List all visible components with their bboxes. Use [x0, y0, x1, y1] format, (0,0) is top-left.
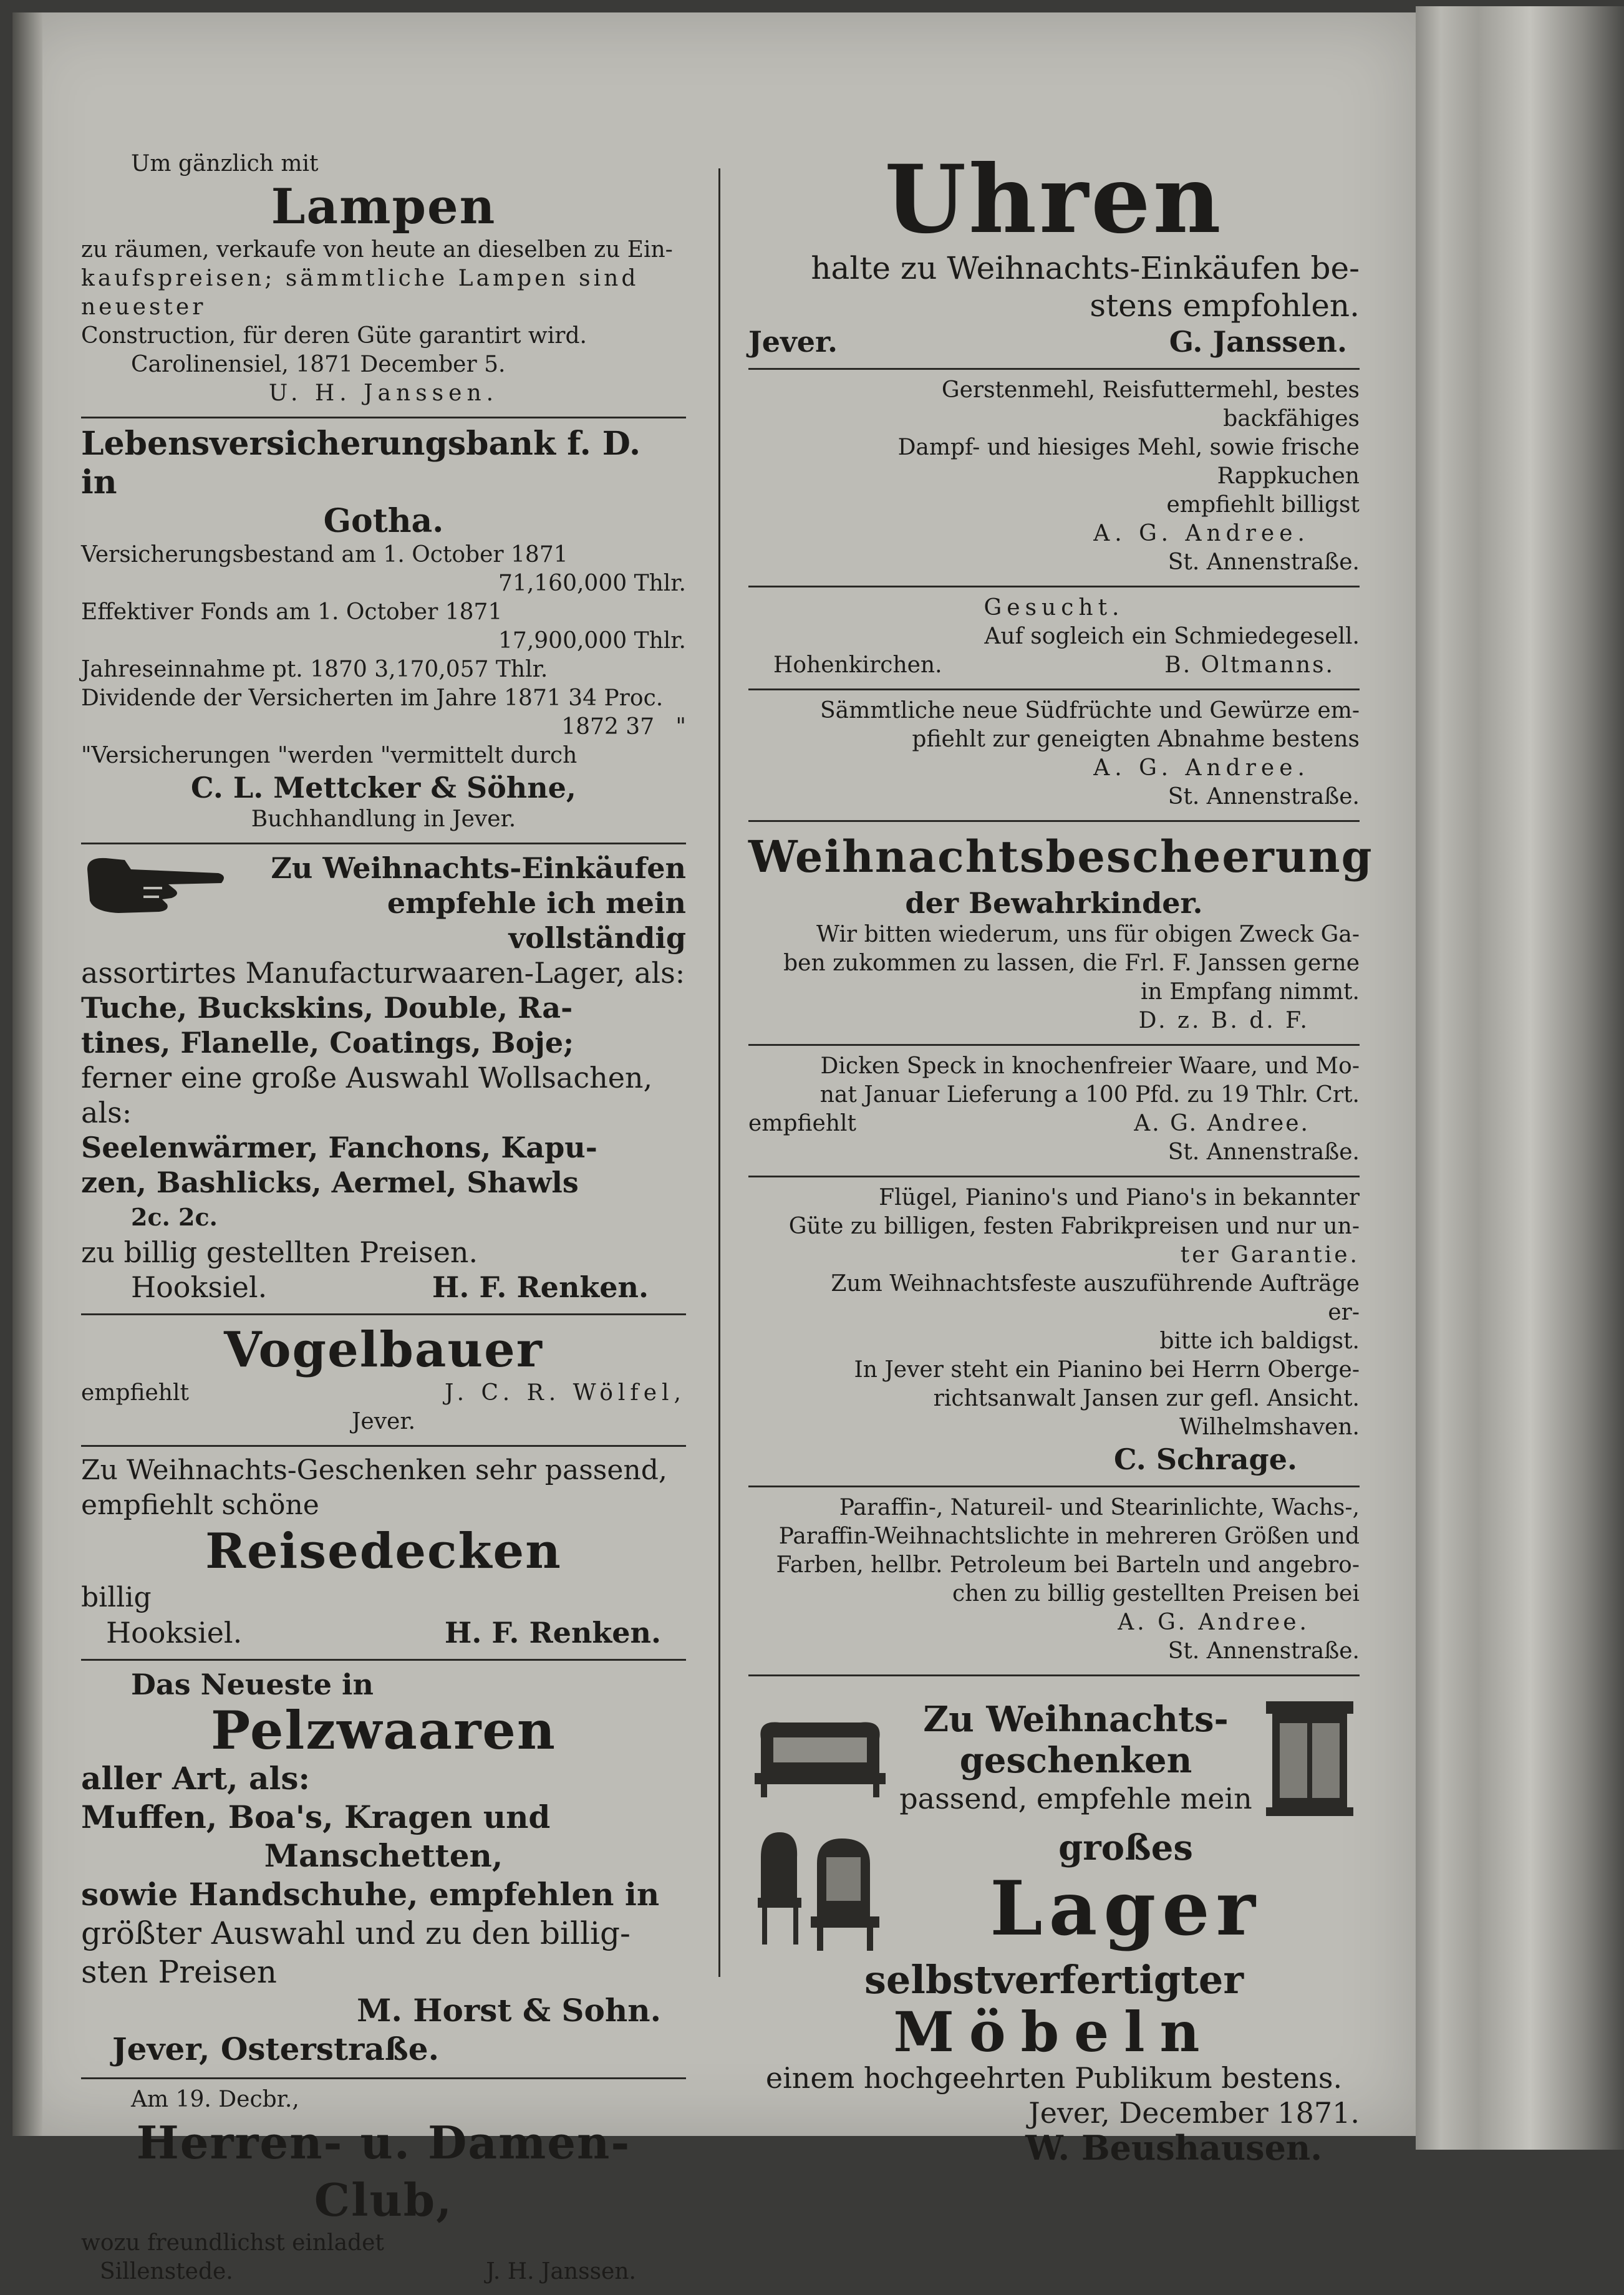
lebens-firm-sub: Buchhandlung in Jever. [251, 806, 516, 832]
right-column [748, 143, 1373, 2174]
lichte-line-3: Farben, hellbr. Petroleum bei Barteln und angebro- [776, 1552, 1360, 1578]
lebens-value-1: 71,160,000 Thlr. [498, 571, 686, 596]
uhren-title: Uhren [884, 145, 1224, 254]
suedfruechte-line-2: pfiehlt zur geneigten Abnahme bestens [912, 727, 1360, 752]
bescheerung-line-2: ben zukommen zu lassen, die Frl. F. Janssen gerne [783, 950, 1360, 976]
club-date: Am 19. Decbr., [131, 2087, 299, 2112]
ad-speck [748, 1046, 1360, 1177]
lichte-line-1: Paraffin-, Natureil- und Stearinlichte, Wachs-, [839, 1495, 1360, 1520]
pointing-hand-icon [81, 851, 231, 919]
ad-gesucht [748, 587, 1360, 690]
reisedecken-signature: H. F. Renken. [444, 1616, 661, 1650]
lampen-title: Lampen [271, 178, 496, 235]
club-title: Herren- u. Damen-Club, [136, 2116, 631, 2226]
club-line-1: wozu freundlichst einladet [81, 2230, 384, 2256]
vogelbauer-title: Vogelbauer [224, 1321, 543, 1378]
lebens-line-4: Dividende der Versicherten im Jahre 1871 34 Proc. [81, 685, 664, 711]
fluegel-line-3: ter Garantie. [1180, 1242, 1360, 1268]
ad-club [81, 2079, 686, 2295]
reisedecken-line-1: Zu Weihnachts-Geschenken sehr passend, [81, 1454, 667, 1486]
bescheerung-subtitle: der Bewahrkinder. [905, 886, 1203, 920]
column-divider [718, 168, 720, 1977]
bescheerung-signature: D. z. B. d. F. [1138, 1008, 1310, 1033]
lebens-line-5: 1872 37 " [561, 714, 686, 740]
bescheerung-line-1: Wir bitten wiederum, uns für obigen Zweck Ga- [816, 922, 1360, 947]
lichte-line-4: chen zu billig gestellten Preisen bei [952, 1581, 1360, 1606]
gesucht-title: Gesucht. [984, 595, 1124, 621]
mehl-line-2: Dampf- und hiesiges Mehl, sowie frische Rappkuchen [897, 435, 1367, 489]
manufactur-line-9: 2c. 2c. [131, 1203, 218, 1231]
pelz-firm: M. Horst & Sohn. [357, 1992, 661, 2029]
gesucht-line-1: Auf sogleich ein Schmiedegesell. [984, 624, 1360, 649]
newspaper-page [12, 12, 1416, 2284]
pelz-line-5: sowie Handschuhe, empfehlen in [81, 1876, 660, 1913]
binding-gutter [12, 12, 42, 2136]
ad-pelzwaaren [81, 1661, 686, 2079]
uhren-line-1: halte zu Weihnachts-Einkäufen be- [811, 250, 1360, 286]
ad-bescheerung [748, 822, 1373, 1046]
reisedecken-title: Reisedecken [205, 1523, 562, 1580]
speck-address: St. Annenstraße. [1167, 1139, 1360, 1165]
page-edge [1416, 6, 1624, 2150]
ad-suedfruechte [748, 690, 1360, 822]
chairs-icon [748, 1820, 892, 1957]
manufactur-line-2: empfehle ich mein vollständig [387, 886, 686, 955]
manufactur-line-1: Zu Weihnachts-Einkäufen [271, 851, 686, 885]
manufactur-line-7: Seelenwärmer, Fanchons, Kapu- [81, 1131, 597, 1164]
reisedecken-line-2: empfiehlt schöne [81, 1489, 319, 1521]
lichte-line-2: Paraffin-Weihnachtslichte in mehreren Größen und [778, 1524, 1360, 1549]
fluegel-signature: C. Schrage. [1114, 1442, 1297, 1476]
bescheerung-title: Weihnachtsbescheerung [748, 831, 1373, 882]
manufactur-signature: H. F. Renken. [432, 1270, 649, 1304]
lichte-address: St. Annenstraße. [1167, 1638, 1360, 1664]
speck-line-3: empfiehlt [748, 1111, 856, 1136]
ad-moebel [748, 1676, 1360, 2174]
manufactur-line-5: tines, Flanelle, Coatings, Boje; [81, 1026, 574, 1060]
vogelbauer-label: empfiehlt [81, 1380, 189, 1406]
reisedecken-line-3: billig [81, 1582, 152, 1613]
lampen-body-3: Construction, für deren Güte garantirt wird. [81, 323, 587, 349]
speck-line-2: nat Januar Lieferung a 100 Pfd. zu 19 Thlr. Crt. [819, 1082, 1360, 1108]
suedfruechte-signature: A. G. Andree. [1093, 755, 1310, 781]
wardrobe-icon [1260, 1695, 1360, 1820]
moebel-line-4: großes [1058, 1827, 1193, 1868]
vogelbauer-place: Jever. [351, 1409, 416, 1434]
fluegel-line-1: Flügel, Pianino's und Piano's in bekannter [879, 1185, 1360, 1210]
speck-line-1: Dicken Speck in knochenfreier Waare, und Mo- [820, 1053, 1360, 1079]
club-place: Sillenstede. [100, 2259, 233, 2284]
lebens-line-3: Jahreseinnahme pt. 1870 3,170,057 Thlr. [81, 657, 548, 682]
manufactur-line-8: zen, Bashlicks, Aermel, Shawls [81, 1166, 579, 1199]
fluegel-line-2: Güte zu billigen, festen Fabrikpreisen und nur un- [788, 1214, 1360, 1239]
pelz-line-6: größter Auswahl und zu den billig- [81, 1915, 631, 1951]
ad-lampen [81, 143, 686, 418]
reisedecken-place: Hooksiel. [106, 1616, 243, 1650]
manufactur-line-6: ferner eine große Auswahl Wollsachen, als: [81, 1061, 653, 1129]
pelz-address: Jever, Osterstraße. [112, 2031, 439, 2067]
moebel-line-2: geschenken [959, 1740, 1192, 1781]
ad-reisedecken [81, 1447, 686, 1661]
moebel-line-9: Jever, December 1871. [1028, 2096, 1360, 2130]
vogelbauer-signature: J. C. R. Wölfel, [445, 1380, 686, 1406]
uhren-place: Jever. [748, 325, 838, 359]
moebel-line-3: passend, empfehle mein [899, 1782, 1252, 1815]
manufactur-line-3: assortirtes Manufacturwaaren-Lager, als: [81, 956, 685, 990]
mehl-line-3: empfiehlt billigst [1166, 492, 1360, 518]
gesucht-place: Hohenkirchen. [773, 652, 942, 678]
lampen-signature: U. H. Janssen. [268, 380, 499, 406]
fluegel-line-4: Zum Weihnachtsfeste auszuführende Aufträge er- [831, 1271, 1367, 1325]
ad-lebensversicherung [81, 418, 686, 844]
lebens-value-2: 17,900,000 Thlr. [498, 628, 686, 654]
gesucht-signature: B. Oltmanns. [1164, 652, 1335, 678]
manufactur-line-4: Tuche, Buckskins, Double, Ra- [81, 991, 573, 1025]
pelz-line-1: Das Neueste in [131, 1668, 374, 1701]
ad-vogelbauer [81, 1315, 686, 1447]
mehl-line-1: Gerstenmehl, Reisfuttermehl, bestes backfähiges [941, 377, 1367, 432]
lebens-line-1: Versicherungsbestand am 1. October 1871 [81, 542, 568, 568]
lebens-line-6: "Versicherungen "werden "vermittelt durch [81, 743, 578, 768]
lampen-intro: Um gänzlich mit [131, 151, 319, 176]
ad-lichte [748, 1487, 1360, 1676]
club-signature: J. H. Janssen. [486, 2259, 636, 2284]
bescheerung-line-3: in Empfang nimmt. [1141, 979, 1360, 1005]
lampen-body-1: zu räumen, verkaufe von heute an dieselben zu Ein- [81, 237, 673, 263]
pelz-title: Pelzwaaren [211, 1699, 556, 1761]
lebens-firm: C. L. Mettcker & Söhne, [191, 771, 576, 804]
fluegel-place: Wilhelmshaven. [1179, 1414, 1360, 1440]
pelz-line-7: sten Preisen [81, 1954, 278, 1990]
pelz-line-2: aller Art, als: [81, 1760, 310, 1797]
moebel-line-8: einem hochgeehrten Publikum bestens. [765, 2061, 1343, 2095]
fluegel-line-7: richtsanwalt Jansen zur gefl. Ansicht. [933, 1386, 1360, 1411]
suedfruechte-address: St. Annenstraße. [1167, 784, 1360, 809]
moebel-line-5: Lager [990, 1865, 1262, 1953]
ad-mehl [748, 370, 1367, 587]
moebel-signature: W. Beushausen. [1025, 2128, 1322, 2168]
manufactur-line-10: zu billig gestellten Preisen. [81, 1235, 478, 1269]
pelz-line-4: Manschetten, [264, 1837, 503, 1874]
moebel-line-1: Zu Weihnachts- [923, 1699, 1229, 1740]
moebel-line-7: Möbeln [893, 1999, 1215, 2064]
lebens-line-2: Effektiver Fonds am 1. October 1871 [81, 599, 503, 625]
uhren-signature: G. Janssen. [1169, 325, 1347, 359]
lebens-title-1: Lebensversicherungsbank f. D. in [81, 425, 641, 501]
uhren-line-2: stens empfohlen. [1090, 287, 1360, 324]
mehl-address: St. Annenstraße. [1167, 549, 1360, 575]
moebel-line-6: selbstverfertigter [864, 1957, 1244, 2003]
lampen-body-2: kaufspreisen; sämmtliche Lampen sind neuester [81, 266, 649, 320]
left-column [81, 143, 686, 2295]
sofa-icon [748, 1714, 892, 1801]
manufactur-place: Hooksiel. [131, 1270, 268, 1304]
ad-uhren [748, 143, 1360, 370]
lampen-place-date: Carolinensiel, 1871 December 5. [131, 352, 506, 377]
lebens-title-2: Gotha. [323, 502, 444, 540]
ad-manufactur [81, 844, 686, 1315]
lichte-signature: A. G. Andree. [1118, 1610, 1310, 1635]
mehl-signature: A. G. Andree. [1093, 521, 1310, 546]
pelz-line-3: Muffen, Boa's, Kragen und [81, 1799, 551, 1835]
suedfruechte-line-1: Sämmtliche neue Südfrüchte und Gewürze em- [819, 698, 1360, 723]
ad-fluegel [748, 1177, 1367, 1487]
fluegel-line-5: bitte ich baldigst. [1159, 1328, 1360, 1354]
fluegel-line-6: In Jever steht ein Pianino bei Herrn Oberge- [854, 1357, 1360, 1383]
speck-signature: A. G. Andree. [1134, 1111, 1310, 1136]
